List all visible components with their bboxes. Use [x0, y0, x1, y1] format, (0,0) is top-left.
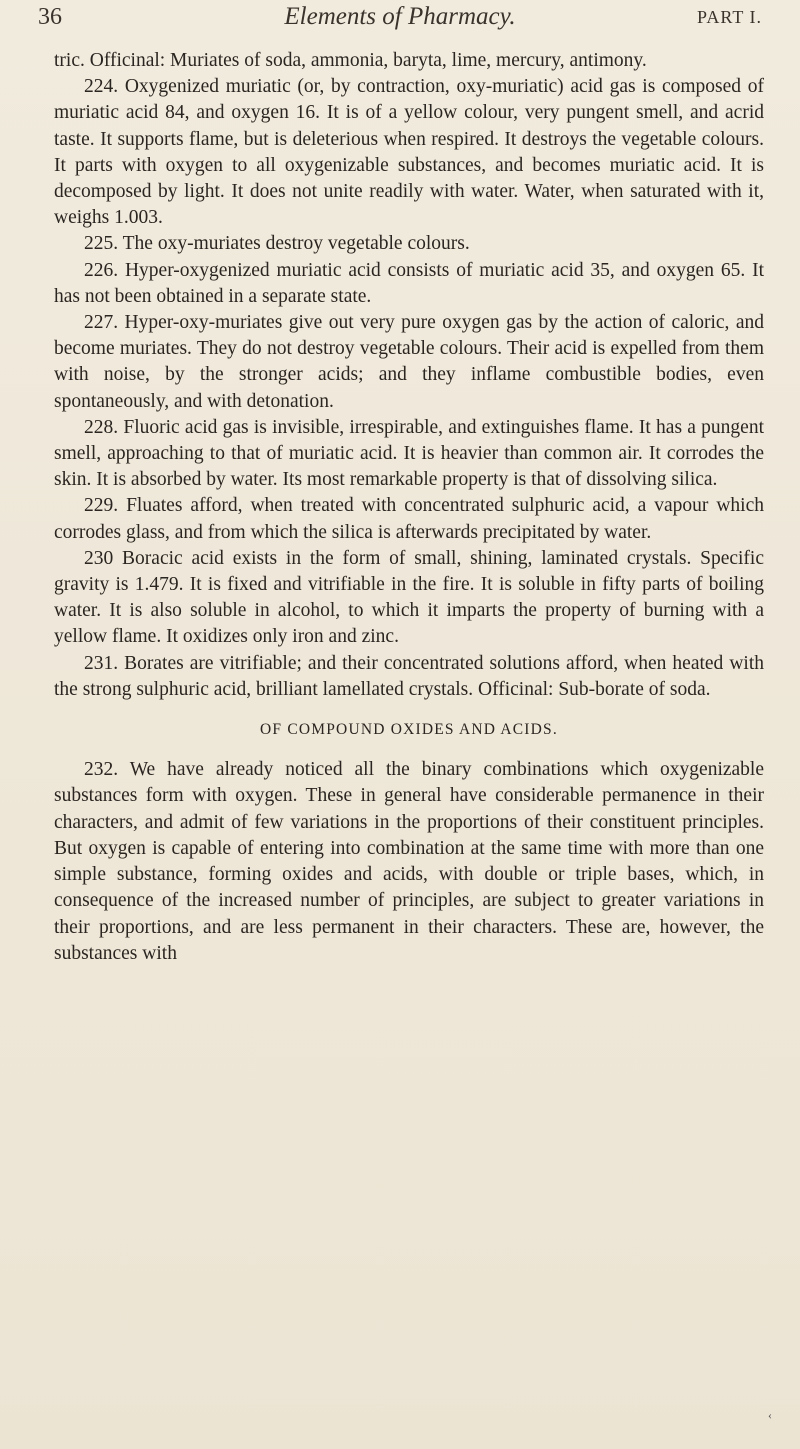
- paragraph-229: 229. Fluates afford, when treated with concentrated sulphuric acid, a vapour which corrodes glass, and from which the silica is afterwards precipitated by water.: [54, 495, 764, 543]
- running-head: [38, 2, 762, 32]
- page-corner-mark: ‹: [768, 1408, 772, 1422]
- paragraph-225: 225. The oxy-muriates destroy vegetable colours.: [84, 233, 470, 255]
- paragraph-224: 224. Oxygenized muriatic (or, by contraction, oxy-muriatic) acid gas is composed of muriatic acid 84, and oxygen 16. It is of a yellow colour, very pungent smell, and acrid taste. It supports flame, but is deleterious when respired. It destroys the vegetable colours. It parts with oxygen to all oxygenizable substances, and becomes muriatic acid. It is decomposed by light. It does not unite readily with water. Water, when saturated with it, weighs 1.003.: [54, 76, 764, 229]
- part-label: PART I.: [697, 7, 762, 27]
- paragraph-continuation: tric. Officinal: Muriates of soda, ammonia, baryta, lime, mercury, antimony.: [54, 50, 647, 71]
- body-text: [54, 48, 764, 967]
- section-heading: OF COMPOUND OXIDES AND ACIDS.: [260, 721, 558, 739]
- paragraph-227: 227. Hyper-oxy-muriates give out very pure oxygen gas by the action of caloric, and become muriates. They do not destroy vegetable colours. Their acid is expelled from them with noise, by the stronger acids; and they inflame combustible bodies, even spontaneously, and with detonation.: [54, 312, 764, 412]
- paragraph-230: 230 Boracic acid exists in the form of small, shining, laminated crystals. Specific gravity is 1.479. It is fixed and vitrifiable in the fire. It is soluble in fifty parts of boiling water. It is also soluble in alcohol, to which it imparts the property of burning with a yellow flame. It oxidizes only iron and zinc.: [54, 547, 764, 648]
- paragraph-226: 226. Hyper-oxygenized muriatic acid consists of muriatic acid 35, and oxygen 65. It has not been obtained in a separate state.: [54, 259, 764, 307]
- paragraph-228: 228. Fluoric acid gas is invisible, irrespirable, and extinguishes flame. It has a pungent smell, approaching to that of muriatic acid. It is heavier than common air. It corrodes the skin. It is absorbed by water. Its most remarkable property is that of dissolving silica.: [54, 416, 764, 491]
- paragraph-232: 232. We have already noticed all the binary combinations which oxygenizable substances form with oxygen. These in general have considerable permanence in their characters, and admit of few variations in the proportions of their constituent principles. But oxygen is capable of entering into combination at the same time with more than one simple substance, forming oxides and acids, with double or triple bases, which, in consequence of the increased number of principles, are subject to greater variations in their proportions, and are less permanent in their characters. These are, however, the substances with: [54, 759, 764, 964]
- page-title: Elements of Pharmacy.: [284, 3, 516, 30]
- page-number: 36: [38, 4, 62, 30]
- paragraph-231: 231. Borates are vitrifiable; and their concentrated solutions afford, when heated with the strong sulphuric acid, brilliant lamellated crystals. Officinal: Sub-borate of soda.: [54, 652, 764, 700]
